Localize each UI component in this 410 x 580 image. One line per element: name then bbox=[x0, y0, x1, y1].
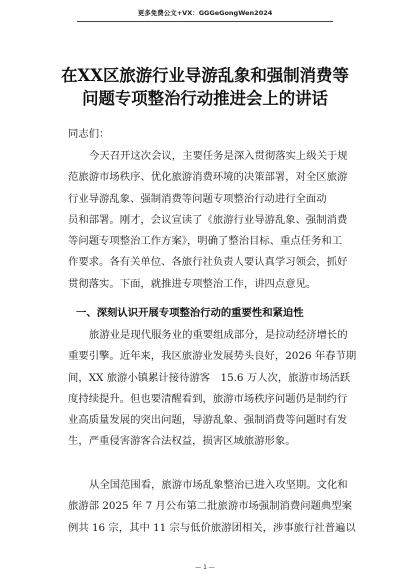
paragraph-importance bbox=[68, 325, 359, 453]
paragraph-line: 度持续提升。但也要清醒看到，旅游市场秩序问题仍是制约行 bbox=[68, 392, 348, 405]
paragraph-intro bbox=[68, 146, 359, 295]
paragraph-line: 等问题专项整治工作方案》，明确了整治目标、重点任务和工 bbox=[68, 235, 343, 248]
document-header: 更多免费公文+VX：GGGeGongWen2024 bbox=[137, 9, 273, 17]
document-title bbox=[0, 64, 410, 110]
paragraph-line: 作要求。各有关单位、各旅行社负责人要认真学习领会，抓好 bbox=[68, 256, 348, 269]
paragraph-line: 行业导游乱象、强制消费等问题专项整治行动进行全面动 bbox=[68, 192, 327, 205]
paragraph-line: 员和部署。刚才，会议宣读了《旅游行业导游乱象、强制消费 bbox=[68, 213, 348, 226]
paragraph-national-context bbox=[68, 475, 359, 539]
page-number: — 1 — bbox=[195, 564, 215, 571]
section-heading-1: 一、深刻认识开展专项整治行动的重要性和紧迫性 bbox=[76, 307, 304, 319]
salutation: 同志们： bbox=[68, 128, 110, 140]
paragraph-line: 贯彻落实。下面，就推进专项整治工作，讲四点意见。 bbox=[68, 277, 317, 290]
paragraph-line: 旅游部 2025 年 7 月公布第二批旅游市场强制消费问题典型案 bbox=[68, 500, 352, 513]
paragraph-line: 例共 16 宗，其中 11 宗与低价旅游团相关，涉事旅行社普遍以 bbox=[68, 521, 356, 534]
paragraph-line: 范旅游市场秩序、优化旅游消费环境的决策部署，对全区旅游 bbox=[68, 171, 348, 184]
header-divider bbox=[77, 21, 333, 22]
paragraph-line: 业高质量发展的突出问题，导游乱象、强制消费等问题时有发 bbox=[68, 414, 348, 427]
paragraph-line: 生，严重侵害游客合法权益，损害区域旅游形象。 bbox=[68, 435, 296, 448]
paragraph-line: 间，XX 旅游小镇累计接待游客 15.6 万人次，旅游市场活跃 bbox=[68, 371, 351, 384]
paragraph-line: 旅游业是现代服务业的重要组成部分，是拉动经济增长的 bbox=[89, 329, 348, 341]
paragraph-line: 今天召开这次会议，主要任务是深入贯彻落实上级关于规 bbox=[89, 150, 348, 162]
title-line-1: 在XX区旅游行业导游乱象和强制消费等 bbox=[61, 66, 349, 85]
paragraph-line: 重要引擎。近年来，我区旅游业发展势头良好，2026 年春节期 bbox=[68, 350, 357, 363]
title-line-2: 问题专项整治行动推进会上的讲话 bbox=[82, 89, 328, 108]
paragraph-line: 从全国范围看，旅游市场乱象整治已进入攻坚期。文化和 bbox=[89, 479, 348, 491]
